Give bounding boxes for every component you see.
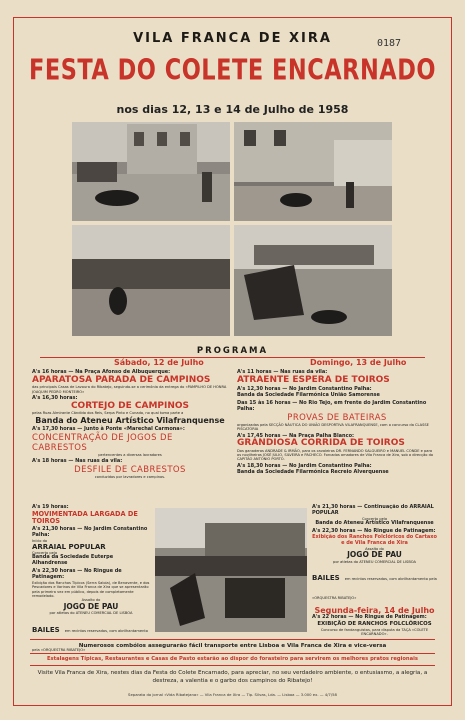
event-title: GRANDIOSA CORRIDA DE TOIROS	[237, 438, 405, 449]
event-time: A's 17,45 horas — Na Praça Palha Blanco:	[237, 432, 354, 439]
event-time: A's 21,30 horas — Continuação do ARRAIAL POPULAR	[312, 504, 434, 516]
band-name: Banda da Sociedade Filarmónica Recreio Alverquense	[237, 468, 389, 475]
event-title: ARRAIAL POPULAR	[32, 542, 106, 551]
event-performers: por atletas do ATENEU COMERCIAL DE LISBOA	[49, 611, 133, 616]
footer-divider	[30, 639, 435, 640]
footer-restaurants: Estalagens Típicas, Restaurantes e Casas de Pasto estarão ao dispor do forasteiro para servirem os melhores pratos regionais	[47, 656, 418, 662]
event-performers: por atletas do ATENEU COMERCIAL DE LISBOA	[333, 559, 416, 564]
bailes-description: em recintos reservados, com abrilhantamento pela «ORQUESTRA RIBATEJO»	[32, 628, 148, 652]
event-description: conduzidos por lavradores e campinos.	[94, 475, 166, 480]
programa-heading: PROGRAMA	[196, 346, 269, 356]
event-description: Exibição dos Ranchos Folclóricos do Cartaxo e de Vila Franca de Xira	[312, 533, 437, 546]
event-title: DESFILE DE CABRESTOS	[74, 465, 186, 476]
event-description: Concerto pela	[361, 516, 388, 521]
event-description: organizadas pela SECÇÃO NÁUTICA DO UNIÃO DESPORTIVA VILAFRANQUENSE, com o concurso da CLASSE PISCATÓRIA	[237, 422, 429, 432]
event-description: Concurso de fandanguistas, para disputa da TAÇA «COLETE ENCARNADO».	[320, 627, 429, 636]
event-title: CORTEJO DE CAMPINOS	[70, 400, 190, 411]
band-name: Banda do Ateneu Artístico Vilafranquense	[35, 415, 225, 425]
footer-divider	[30, 653, 435, 654]
day-monday: Segunda-feira, 14 de Julho	[314, 605, 435, 615]
bailes-block	[312, 566, 437, 604]
sunday-evening-column	[312, 505, 437, 636]
event-title: EXIBIÇÃO DE RANCHOS FOLCLÓRICOS	[317, 621, 432, 628]
event-description: pertencentes a diversas lavradores	[98, 452, 162, 457]
event-description: Exibição dos Ranchos Típicos (Serra Saloia), de Benavente, e dos Pescadores e Varinas de Vila Franca de Xira que se apresentarão pela primeira vez em público, depois de completamente remodelado.	[32, 580, 150, 598]
bailes-label: BAILES	[32, 625, 60, 634]
festival-dates: nos dias 12, 13 e 14 de Julho de 1958	[116, 103, 349, 116]
band-name: Banda da Sociedade Filarmónica União Samorense	[237, 392, 380, 399]
event-time: A's 19 horas:	[32, 504, 69, 510]
footer-transport: Numerosos combóios assegurarão fácil transporte entre Lisboa e Vila Franca de Xira e vice-versa	[78, 643, 387, 649]
event-title: JOGO DE PAU	[63, 601, 119, 611]
day-saturday: Sábado, 12 de Julho	[114, 358, 204, 367]
event-time: A's 11 horas — Nas ruas da vila:	[237, 369, 328, 375]
photo-bull-chasing-man	[234, 122, 392, 221]
event-time: A's 16 horas — Na Praça Afonso de Albuquerque:	[32, 369, 171, 375]
event-time: A's 22 horas — No Ringue de Patinagem:	[312, 614, 427, 621]
event-time: A's 18,30 horas — No Jardim Constantino Palha:	[237, 462, 372, 469]
city-heading: VILA FRANCA DE XIRA	[133, 31, 332, 46]
photo-crowd-bull-square	[72, 225, 230, 336]
event-time: Das 15 às 16 horas — No Rio Tejo, em frente do Jardim Constantino Palha:	[237, 400, 427, 412]
event-description: das principais Casas de Lavoura do Ribatejo, seguindo-se a cerimónia da entrega do «PAMPILHO DE HONRA JOAQUIM PEDRO MONTEIRO»	[32, 385, 227, 394]
footer-invitation: Visite Vila Franca de Xira, nestes dias da Festa do Colete Encarnado, para apreciar, no seu verdadeiro ambiente, o entusiasmo, a alegria, a destreza, a valentia e o garbo dos campinos do Ribatejo!	[37, 670, 428, 685]
event-pre: Assalto do	[81, 598, 101, 603]
bailes-description: em recintos reservados, com abrilhantamento pela «ORQUESTRA RIBATEJO»	[312, 577, 437, 600]
band-name: Banda da Sociedade Euterpe Alhandrense	[32, 554, 114, 567]
festival-title: FESTA DO COLETE ENCARNADO	[29, 52, 436, 87]
sunday-column	[237, 370, 437, 476]
footer-divider	[30, 665, 435, 666]
bailes-label: BAILES	[312, 574, 340, 583]
event-title: PROVAS DE BATEIRAS	[287, 412, 387, 423]
event-time: A's 17,30 horas — Junto à Ponte «Marechal Carmona»:	[32, 426, 185, 433]
event-title: JOGO DE PAU	[347, 549, 402, 559]
event-time: A's 18 horas — Nas ruas da vila:	[32, 458, 123, 465]
photo-bullfighter-cape	[234, 225, 392, 336]
day-sunday: Domingo, 13 de Julho	[310, 358, 407, 367]
event-pre: Assalto do	[365, 546, 384, 551]
event-pre: Início do	[32, 538, 48, 543]
event-title: ATRAENTE ESPERA DE TOIROS	[237, 374, 390, 385]
event-description: Concerto pela	[32, 551, 58, 556]
saturday-evening-column	[32, 505, 150, 655]
event-title: CONCENTRAÇÃO DE JOGOS DE CABRESTOS	[32, 432, 173, 453]
footer-imprint: Separata do jornal «Vida Ribatejana» — Vila Franca de Xira — Tip. Silvas, Lda. — Lisboa — 3.000 ex. — 4/7/58	[128, 692, 337, 697]
serial-number: 0187	[377, 38, 402, 49]
event-time: A's 21,30 horas — No Jardim Constantino Palha:	[32, 525, 148, 538]
event-time: A's 16,30 horas:	[32, 394, 78, 401]
saturday-column	[32, 370, 228, 479]
event-title: MOVIMENTADA LARGADA DE TOIROS	[32, 509, 138, 525]
event-time: A's 22,30 horas — No Ringue de Patinagem:	[32, 568, 122, 581]
photo-campinos-on-horseback	[155, 508, 307, 632]
bailes-block	[32, 618, 150, 656]
event-title: APARATOSA PARADA DE CAMPINOS	[32, 374, 211, 385]
event-description: Dos ganaderos ANDRADE & IRMÃO, para os cavaleiros DR. FERNANDO SALGUEIRO e MANUEL CONDE e para os novilheiros JOSÉ JÚLIO, SILVEIRA e PACHECO. Forcados amadores de Vila Franca de Xira, sob a direcção do CAPITÃO ANTÓNIO PORTO.	[237, 448, 434, 462]
event-description: pelas Ruas Almirante Cândido dos Reis, Serpa Pinto e Cunado, no qual toma parte a	[32, 411, 184, 416]
event-time: A's 12,30 horas — No Jardim Constantino Palha:	[237, 386, 372, 393]
band-name: Banda do Ateneu Artístico Vilafranquense	[315, 520, 434, 527]
event-time: A's 22,30 horas — No Ringue de Patinagem:	[312, 527, 436, 534]
photo-bull-running-street	[72, 122, 230, 221]
